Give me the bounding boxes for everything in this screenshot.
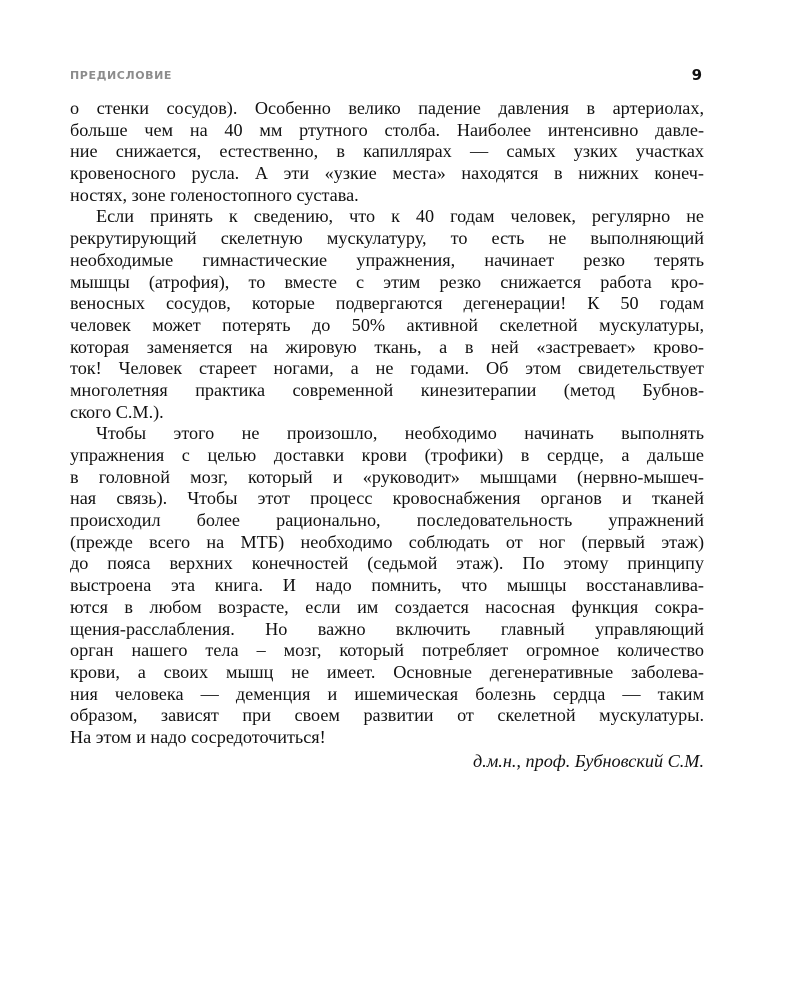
paragraph-first-line: Чтобы этого не произошло, необходимо начинать выполнять — [96, 423, 704, 444]
text-line: щения-расслабления. Но важно включить главный управляющий — [70, 618, 704, 639]
text-line: ностях, зоне голеностопного сустава. — [70, 184, 359, 205]
text-line: ние снижается, естественно, в капиллярах — самых узких участках — [70, 141, 704, 162]
text-line: необходимые гимнастические упражнения, начинает резко терять — [70, 249, 704, 270]
text-line: ются в любом возрасте, если им создается насосная функция сокра- — [70, 596, 704, 617]
text-line: орган нашего тела – мозг, который потребляет огромное количество — [70, 640, 704, 661]
text-line: человек может потерять до 50% активной скелетной мускулатуры, — [70, 314, 704, 335]
text-line: многолетняя практика современной кинезитерапии (метод Бубнов- — [70, 379, 704, 400]
text-line: выстроена эта книга. И надо помнить, что мышцы восстанавлива- — [70, 575, 704, 596]
text-line: образом, зависят при своем развитии от скелетной мускулатуры. — [70, 705, 704, 726]
body-text — [70, 98, 704, 772]
text-line: до пояса верхних конечностей (седьмой этаж). По этому принципу — [70, 553, 704, 574]
text-line: рекрутирующий скелетную мускулатуру, то есть не выполняющий — [70, 228, 704, 249]
text-line: мышцы (атрофия), то вместе с этим резко снижается работа кро- — [70, 271, 704, 292]
text-line: больше чем на 40 мм ртутного столба. Наиболее интенсивно давле- — [70, 119, 704, 140]
text-line: ток! Человек стареет ногами, а не годами. Об этом свидетельствует — [70, 358, 704, 379]
text-line: которая заменяется на жировую ткань, а в ней «застревает» крово- — [70, 336, 704, 357]
text-line: ния человека — деменция и ишемическая болезнь сердца — таким — [70, 683, 704, 704]
author-signature: д.м.н., проф. Бубновский С.М. — [472, 750, 704, 771]
text-line: упражнения с целью доставки крови (трофики) в сердце, а дальше — [70, 445, 704, 465]
text-line: в головной мозг, который и «руководит» мышцами (нервно-мышеч- — [70, 466, 704, 487]
text-line: ского С.М.). — [70, 401, 164, 422]
text-line: ная связь). Чтобы этот процесс кровоснабжения органов и тканей — [70, 488, 704, 509]
text-line: На этом и надо сосредоточиться! — [70, 726, 326, 747]
paragraph-first-line: Если принять к сведению, что к 40 годам человек, регулярно не — [96, 206, 704, 227]
page-number: 9 — [691, 66, 702, 84]
text-line: о стенки сосудов). Особенно велико падение давления в артериолах, — [70, 98, 704, 118]
running-header — [70, 66, 702, 88]
section-title: ПРЕДИСЛОВИЕ — [70, 69, 173, 82]
text-line: кровеносного русла. А эти «узкие места» находятся в нижних конеч- — [70, 163, 704, 184]
text-line: крови, а своих мышц не имеет. Основные дегенеративные заболева- — [70, 661, 704, 682]
text-line: (прежде всего на МТБ) необходимо соблюдать от ног (первый этаж) — [70, 531, 704, 552]
text-line: происходил более рационально, последовательность упражнений — [70, 510, 704, 531]
text-line: веносных сосудов, которые подвергаются дегенерации! К 50 годам — [70, 293, 704, 314]
